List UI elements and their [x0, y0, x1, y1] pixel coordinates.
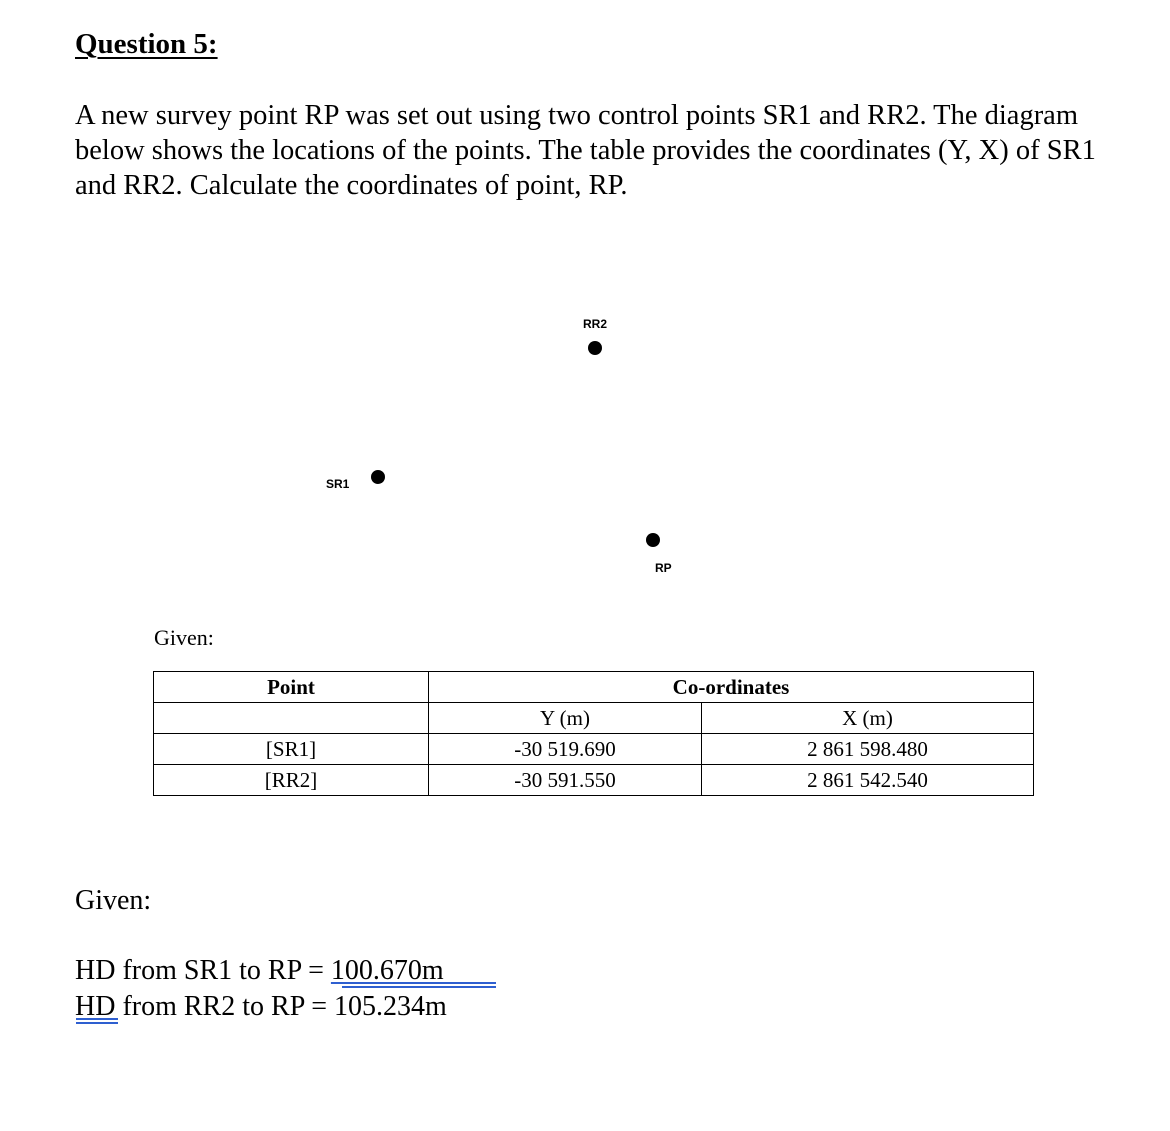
cell-y: -30 591.550 [429, 765, 702, 796]
table-header-row [154, 672, 1034, 703]
hd-sr1-rp-value: 100.670m [330, 955, 444, 986]
coordinates-table [153, 671, 1034, 796]
spellcheck-underline [342, 982, 496, 988]
point-label-sr1: SR1 [326, 477, 350, 491]
spellcheck-underline [76, 1018, 118, 1024]
cell-point: [SR1] [154, 734, 429, 765]
cell-x: 2 861 598.480 [702, 734, 1034, 765]
header-point: Point [154, 672, 429, 703]
point-marker-sr1 [371, 470, 385, 484]
given-label-distances: Given: [75, 885, 152, 916]
subheader-blank [154, 703, 429, 734]
cell-x: 2 861 542.540 [702, 765, 1034, 796]
hd-sr1-rp-prefix: HD from SR1 to RP = [75, 955, 331, 986]
hd-rr2-rp-line [75, 991, 447, 1023]
point-label-rp: RP [655, 561, 672, 575]
table-row [154, 765, 1034, 796]
cell-point: [RR2] [154, 765, 429, 796]
header-coordinates: Co-ordinates [429, 672, 1034, 703]
subheader-y: Y (m) [429, 703, 702, 734]
table-row [154, 734, 1034, 765]
question-heading: Question 5: [75, 28, 218, 60]
given-label-table: Given: [154, 625, 214, 650]
table-subheader-row [154, 703, 1034, 734]
point-marker-rr2 [588, 341, 602, 355]
hd-rr2-rp-text: from RR2 to RP = 105.234m [115, 991, 447, 1022]
hd-abbrev: HD [75, 991, 116, 1022]
cell-y: -30 519.690 [429, 734, 702, 765]
question-text: A new survey point RP was set out using two control points SR1 and RR2. The diagram below shows the locations of the points. The table provides the coordinates (Y, X) of SR1 and RR2. Calculate the coordinates of point, RP. [75, 100, 1096, 201]
subheader-x: X (m) [702, 703, 1034, 734]
point-label-rr2: RR2 [583, 317, 608, 331]
point-marker-rp [646, 533, 660, 547]
